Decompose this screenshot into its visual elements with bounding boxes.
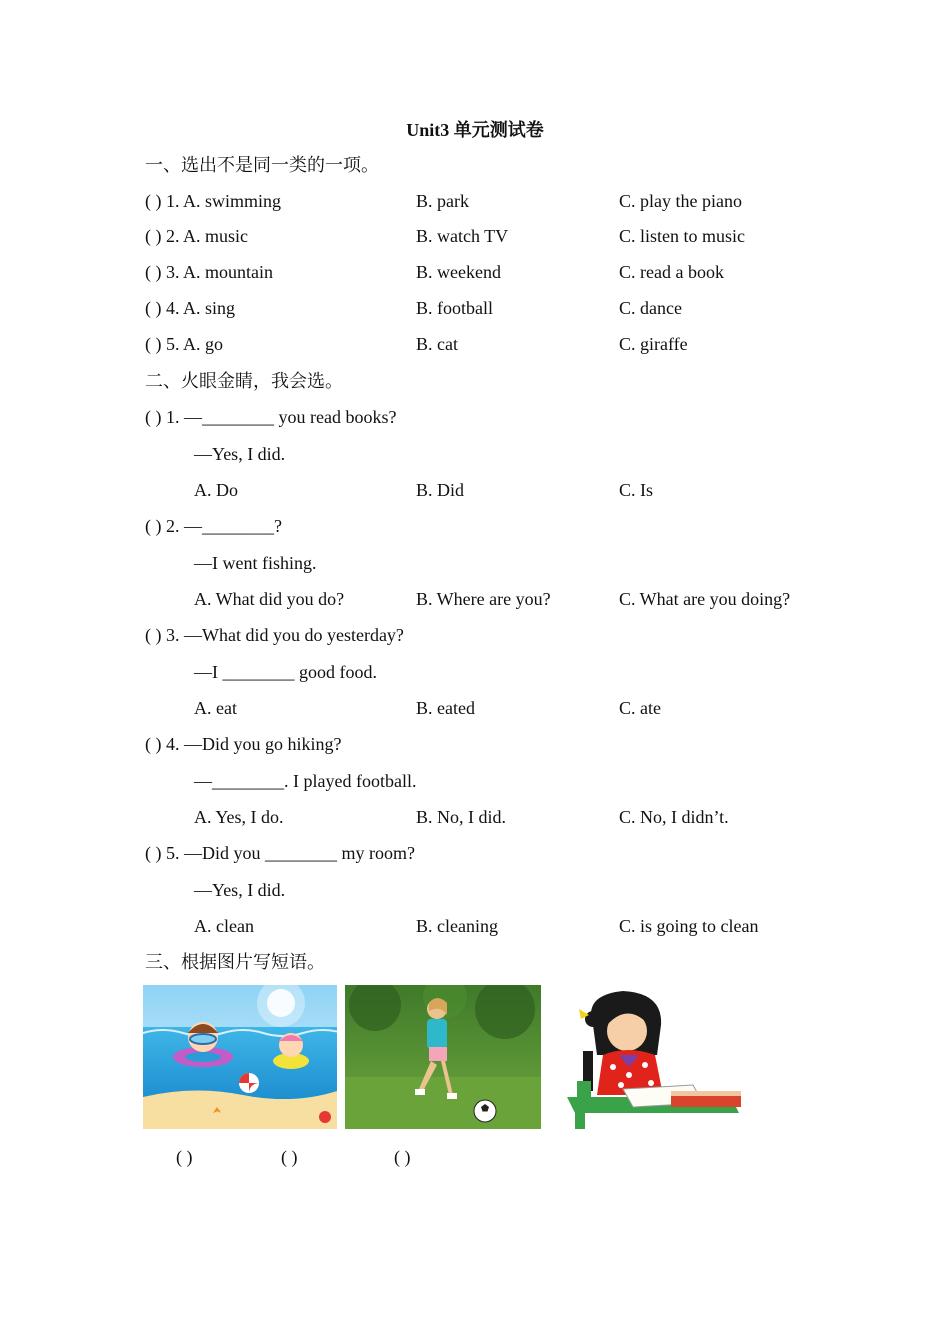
s1-q3-b: B. weekend	[416, 262, 501, 282]
s1-q5: ( ) 5. A. go	[145, 334, 223, 354]
s1-q1: ( ) 1. A. swimming	[145, 191, 282, 211]
section2-heading: 二、火眼金睛，我会选。	[145, 371, 343, 391]
s1-q2-c: C. listen to music	[619, 226, 745, 246]
s2-q2-b: B. Where are you?	[416, 589, 551, 609]
section3-heading: 三、根据图片写短语。	[145, 952, 325, 972]
s2-q5-a: A. clean	[194, 916, 254, 936]
s1-q2-b: B. watch TV	[416, 226, 509, 246]
writing-picture	[553, 985, 745, 1129]
s2-q2: ( ) 2. —________?	[145, 516, 282, 536]
s2-q1-c: C. Is	[619, 480, 654, 500]
page-title: Unit3 单元测试卷	[406, 120, 544, 140]
s2-q4-a: A. Yes, I do.	[194, 807, 284, 827]
s2-q1-a: A. Do	[194, 480, 238, 500]
s1-q1-c: C. play the piano	[619, 191, 742, 211]
writing-illustration	[553, 985, 745, 1129]
s2-q5-c: C. is going to clean	[619, 916, 759, 936]
s2-q5-reply: —Yes, I did.	[194, 880, 286, 900]
s1-q3-c: C. read a book	[619, 262, 724, 282]
s2-q5-b: B. cleaning	[416, 916, 498, 936]
s2-q3-a: A. eat	[194, 698, 237, 718]
s1-q2: ( ) 2. A. music	[145, 226, 248, 246]
s1-q5-c: C. giraffe	[619, 334, 688, 354]
football-picture	[345, 985, 541, 1129]
s2-q2-a: A. What did you do?	[194, 589, 345, 609]
swimming-picture	[143, 985, 337, 1129]
s2-q4-reply: —________. I played football.	[194, 771, 417, 791]
s2-q1-b: B. Did	[416, 480, 465, 500]
football-photo	[345, 985, 541, 1129]
s1-q5-b: B. cat	[416, 334, 458, 354]
s2-q5: ( ) 5. —Did you ________ my room?	[145, 843, 415, 863]
answer-blank-2[interactable]: ( )	[281, 1147, 298, 1167]
answer-blank-3[interactable]: ( )	[394, 1147, 411, 1167]
s2-q1-reply: —Yes, I did.	[194, 444, 286, 464]
s1-q4: ( ) 4. A. sing	[145, 298, 235, 318]
s1-q3: ( ) 3. A. mountain	[145, 262, 273, 282]
s2-q4-b: B. No, I did.	[416, 807, 506, 827]
s1-q1-b: B. park	[416, 191, 469, 211]
swimming-illustration	[143, 985, 337, 1129]
s2-q4-c: C. No, I didn’t.	[619, 807, 729, 827]
s1-q4-b: B. football	[416, 298, 493, 318]
s2-q4: ( ) 4. —Did you go hiking?	[145, 734, 342, 754]
s2-q3-reply: —I ________ good food.	[194, 662, 377, 682]
s1-q4-c: C. dance	[619, 298, 682, 318]
s2-q3-c: C. ate	[619, 698, 661, 718]
answer-blank-1[interactable]: ( )	[176, 1147, 193, 1167]
section1-heading: 一、选出不是同一类的一项。	[145, 155, 379, 175]
s2-q2-reply: —I went fishing.	[194, 553, 317, 573]
s2-q3: ( ) 3. —What did you do yesterday?	[145, 625, 404, 645]
s2-q1: ( ) 1. —________ you read books?	[145, 407, 397, 427]
s2-q2-c: C. What are you doing?	[619, 589, 791, 609]
s2-q3-b: B. eated	[416, 698, 475, 718]
